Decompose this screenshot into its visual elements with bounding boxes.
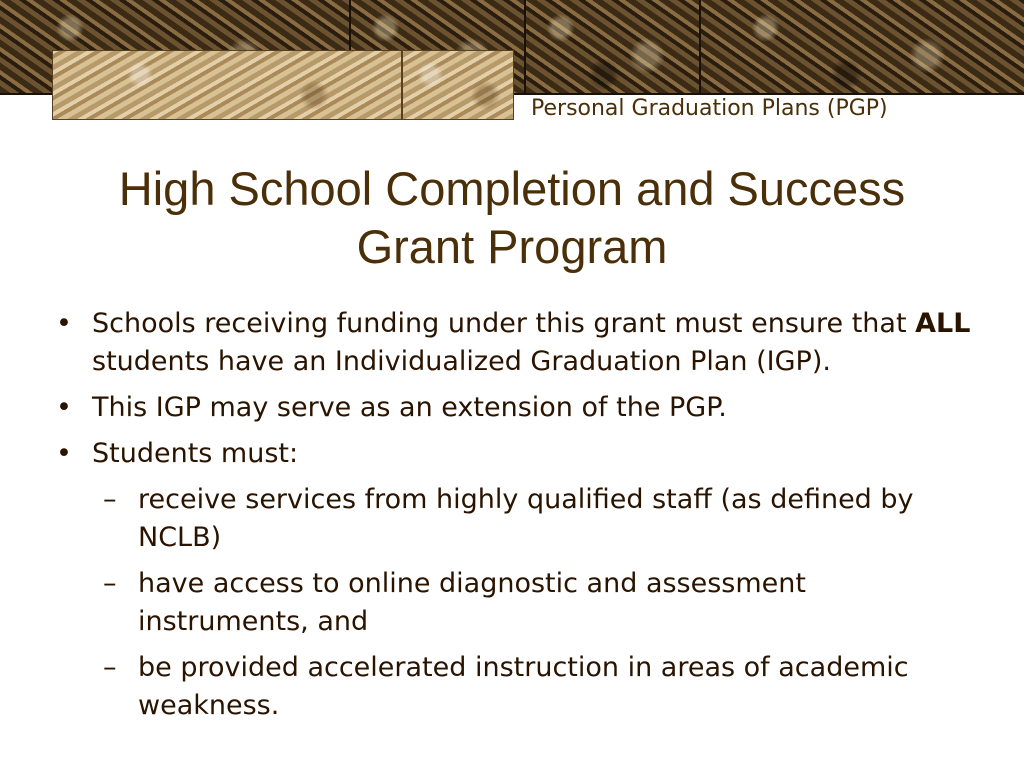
bullet-marker: • bbox=[56, 438, 72, 469]
light-texture-strip bbox=[52, 50, 514, 120]
bullet-item bbox=[56, 389, 976, 427]
slide-body bbox=[56, 305, 976, 733]
slide-title bbox=[20, 160, 1004, 276]
dash-marker: – bbox=[103, 652, 117, 683]
section-header: Personal Graduation Plans (PGP) bbox=[531, 96, 888, 121]
light-texture-tile bbox=[53, 51, 401, 119]
bullet-item bbox=[56, 435, 976, 473]
bullet-marker: • bbox=[56, 392, 72, 423]
dash-marker: – bbox=[103, 484, 117, 515]
texture-tile bbox=[526, 0, 699, 93]
bullet-text-bold: ALL bbox=[915, 308, 971, 339]
bullet-text-pre: Schools receiving funding under this grant must ensure that bbox=[92, 308, 916, 339]
title-line-1: High School Completion and Success bbox=[118, 162, 906, 215]
sub-bullet-item bbox=[56, 481, 976, 557]
sub-bullet-text: receive services from highly qualified staff (as defined by NCLB) bbox=[138, 484, 914, 553]
sub-bullet-item bbox=[56, 649, 976, 725]
dash-marker: – bbox=[103, 568, 117, 599]
bullet-item bbox=[56, 305, 976, 381]
bullet-text: This IGP may serve as an extension of the PGP. bbox=[92, 392, 727, 423]
bullet-text-post: students have an Individualized Graduation Plan (IGP). bbox=[92, 346, 831, 377]
light-texture-tile bbox=[403, 51, 513, 119]
bullet-marker: • bbox=[56, 308, 72, 339]
sub-bullet-text: be provided accelerated instruction in areas of academic weakness. bbox=[138, 652, 909, 721]
sub-bullet-text: have access to online diagnostic and assessment instruments, and bbox=[138, 568, 806, 637]
sub-bullet-item bbox=[56, 565, 976, 641]
bullet-text: Students must: bbox=[92, 438, 299, 469]
title-line-2: Grant Program bbox=[356, 220, 668, 273]
texture-tile bbox=[701, 0, 1024, 93]
